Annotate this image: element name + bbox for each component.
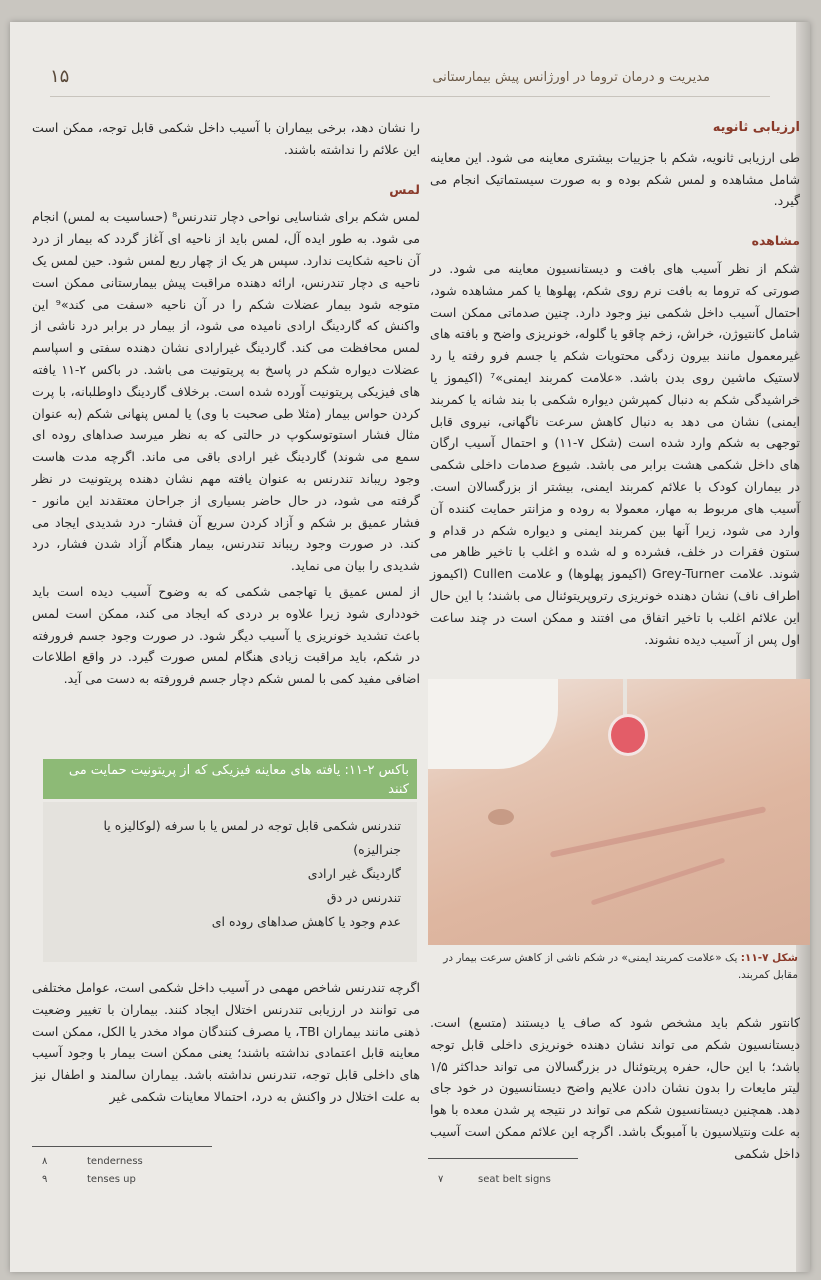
left-column-bottom — [32, 977, 420, 1108]
right-column — [430, 117, 800, 650]
deep-palpation-paragraph: از لمس عمیق یا تهاجمی شکمی که به وضوح آسیب دیده است باید خودداری شود زیرا علاوه بر دردی که ایجاد می کند، ممکن است لمس باعث تشدید خونریزی یا آسیب دیگر شود. در صورت وجود جسم فرورفته در شکم، باید مراقبت زیادی هنگام لمس صورت گیرد. در واقع اطلاعات اضافی مفید کمی با لمس شکم دچار جسم فرورفته به دست می آید. — [32, 583, 420, 687]
figure-caption-text: یک «علامت کمربند ایمنی» در شکم ناشی از کاهش سرعت بیمار در مقابل کمربند. — [443, 952, 798, 981]
photo-bruise-mark-2 — [591, 857, 726, 905]
footnote-number: ۹ — [42, 1174, 48, 1185]
footnote-rule — [32, 1146, 212, 1147]
tenderness-paragraph: اگرچه تندرنس شاخص مهمی در آسیب داخل شکمی است، عوامل مختلفی می توانند در ارزیابی تندرنس اختلال ایجاد کنند. بیماران با تغییر وضعیت ذهنی مانند بیماران TBI، یا مصرف کنندگان مواد مخدر یا الکل، ممکن است معاینه قابل اعتمادی نداشته باشند؛ یعنی ممکن است بیمار با وجود آسیب های داخلی قابل توجه، تندرنس نداشته باشد. بیماران سالمند و اطفال نیز به علت اختلال در واکنش به درد، احتمالا معاینات شکمی غیر — [32, 980, 421, 1104]
running-title: مدیریت و درمان تروما در اورژانس پیش بیمارستانی — [432, 70, 710, 85]
photo-tube — [623, 679, 627, 719]
photo-drain-bulb — [608, 714, 648, 756]
right-column-bottom — [430, 1012, 800, 1165]
photo-sheet — [428, 679, 558, 769]
secondary-assessment-intro: طی ارزیابی ثانویه، شکم با جزییات بیشتری معاینه می شود. این معاینه شامل مشاهده و لمس شکم بوده و به صورت سیستماتیک انجام می گیرد. — [430, 149, 800, 209]
page-number: ۱۵ — [50, 66, 70, 87]
box-item: گاردینگ غیر ارادی — [307, 866, 401, 881]
photo-bruise-mark — [550, 806, 766, 858]
footnote-term: seat belt signs — [478, 1174, 551, 1185]
palpation-paragraph: لمس شکم برای شناسایی نواحی دچار تندرنس⁸ (حساسیت به لمس) انجام می شود. به طور ایده آل، لمس باید از ناحیه ای آغاز گردد که بیمار از درد آن ناحیه شکایت ندارد. سپس هر یک از چهار ربع لمس شود. حین لمس یک ناحیه ی دچار تندرنس، ارائه دهنده مراقبت پیش بیمارستانی ممکن است متوجه شود بیمار عضلات شکم را در آن ناحیه «سفت می کند»⁹ این واکنش که گاردینگ ارادی نامیده می شود، از بیمار در برابر درد ناشی از لمس محافظت می کند. گاردینگ غیرارادی نشان دهنده سفتی و اسپاسم عضلات دیواره شکم در پاسخ به پریتونیت می باشد. در باکس ۲-۱۱ یافته های فیزیکی پریتونیت آورده شده است. برخلاف گاردینگ داوطلبانه، با پرت کردن حواس بیمار (مثلا طی صحبت با وی) یا لمس پنهانی شکم (به عنوان مثال فشار استوتوسکوپ در حالتی که به نظر میرسد صداهای روده ای سمع می شوند) گاردینگ غیر ارادی باقی می ماند. اگرچه مدت هاست وجود ریباند تندرنس به عنوان یافته مهم نشان دهنده پریتونیت در نظر گرفته می شود، در حال حاضر بسیاری از جراحان معتقدند این مانور - فشار عمیق بر شکم و آزاد کردن سریع آن فشار- درد شدیدی ایجاد می کند. در صورت وجود ریباند تندرنس، بیمار هنگام آزاد شدن فشار، درد شدیدی را بیان می نماید. — [32, 209, 420, 574]
subsection-title-palpation: لمس — [389, 181, 420, 197]
subsection-title-observation: مشاهده — [751, 233, 800, 249]
box-body — [43, 802, 417, 962]
box-title: باکس ۲-۱۱: یافته های معاینه فیزیکی که از پریتونیت حمایت می کنند — [43, 759, 417, 799]
box-item: تندرنس در دق — [326, 890, 401, 905]
footnote-number: ۷ — [438, 1174, 444, 1185]
box-item: عدم وجود یا کاهش صداهای روده ای — [211, 914, 401, 929]
book-page — [10, 22, 810, 1272]
footnote-number: ۸ — [42, 1156, 48, 1167]
section-title-secondary-assessment: ارزیابی ثانویه — [712, 120, 800, 135]
seat-belt-sign-photo — [428, 679, 810, 945]
box-item: تندرنس شکمی قابل توجه در لمس یا با سرفه (لوکالیزه یا جنرالیزه) — [103, 818, 401, 857]
contour-paragraph: کانتور شکم باید مشخص شود که صاف یا دیستند (متسع) است. دیستانسیون شکم می تواند نشان دهنده خونریزی داخلی قابل توجه باشد؛ با این حال، حفره پریتوئنال در بزرگسالان می تواند حداکثر ۱/۵ لیتر مایعات را بدون نشان دادن علایم واضح دیستانسیون در خود جای دهد. همچنین دیستانسیون شکم می تواند در نتیجه پر شدن معده با هوا به علت ونتیلاسیون با آمبوبگ باشد. اگرچه این علائم ممکن است آسیب داخل شکمی — [430, 1015, 800, 1161]
photo-navel — [488, 809, 514, 825]
figure-caption-label: شکل ۷-۱۱: — [740, 952, 798, 964]
footnote-term: tenses up — [87, 1174, 136, 1185]
footnote-term: tenderness — [87, 1156, 143, 1167]
figure-caption — [428, 950, 798, 984]
left-column — [32, 117, 420, 690]
footnote-rule — [428, 1158, 578, 1159]
continuation-paragraph: را نشان دهد، برخی بیماران با آسیب داخل شکمی قابل توجه، ممکن است این علائم را نداشته باشند. — [32, 120, 420, 157]
page-header — [50, 66, 770, 97]
observation-paragraph: شکم از نظر آسیب های بافت و دیستانسیون معاینه می شود. در صورتی که تروما به بافت نرم روی شکم، پهلوها یا کمر مشاهده شود، احتمال آسیب داخل شکمی نیز وجود دارد. چنین صدماتی ممکن است شامل کانتیوژن، خراش، زخم چاقو یا گلوله، خونریزی واضح و بافته های غیرمعمول مانند بیرون زدگی محتویات شکم یا جسم فرو رفته یا رد لاستیک ماشین روی بدن باشد. «علامت کمربند ایمنی»⁷ (اکیموز یا خراشیدگی شکم به دنبال کمپرشن دیواره شکمی با بند شانه یا کمربند ایمنی) نشان می دهد به دنبال کاهش سرعت ناگهانی، نیروی قابل توجهی به شکم وارد شده است (شکل ۷-۱۱) و احتمال آسیب ارگان های داخل شکمی هشت برابر می باشد. شیوع صدمات داخلی شکمی در بیماران کودک با علائم کمربند ایمنی، بیشتر از بزرگسالان است. آسیب های مربوط به مهار، معمولا به روده و مزانتر حمایت کننده آن وارد می شود، زیرا آنها بین کمربند ایمنی و دیواره شکم در قدام و ستون فقرات در خلف، فشرده و له شده و اغلب با تاخیر ظاهر می شوند. علامت Grey-Turner (اکیموز پهلوها) و علامت Cullen (اکیموز اطراف ناف) نشان دهنده خونریزی رتروپریتوئنال می باشند؛ با این حال این علائم اغلب با تاخیر اتفاق می افتند و ممکن است در چند ساعت اول پس از آسیب دیده نشوند. — [430, 260, 800, 647]
